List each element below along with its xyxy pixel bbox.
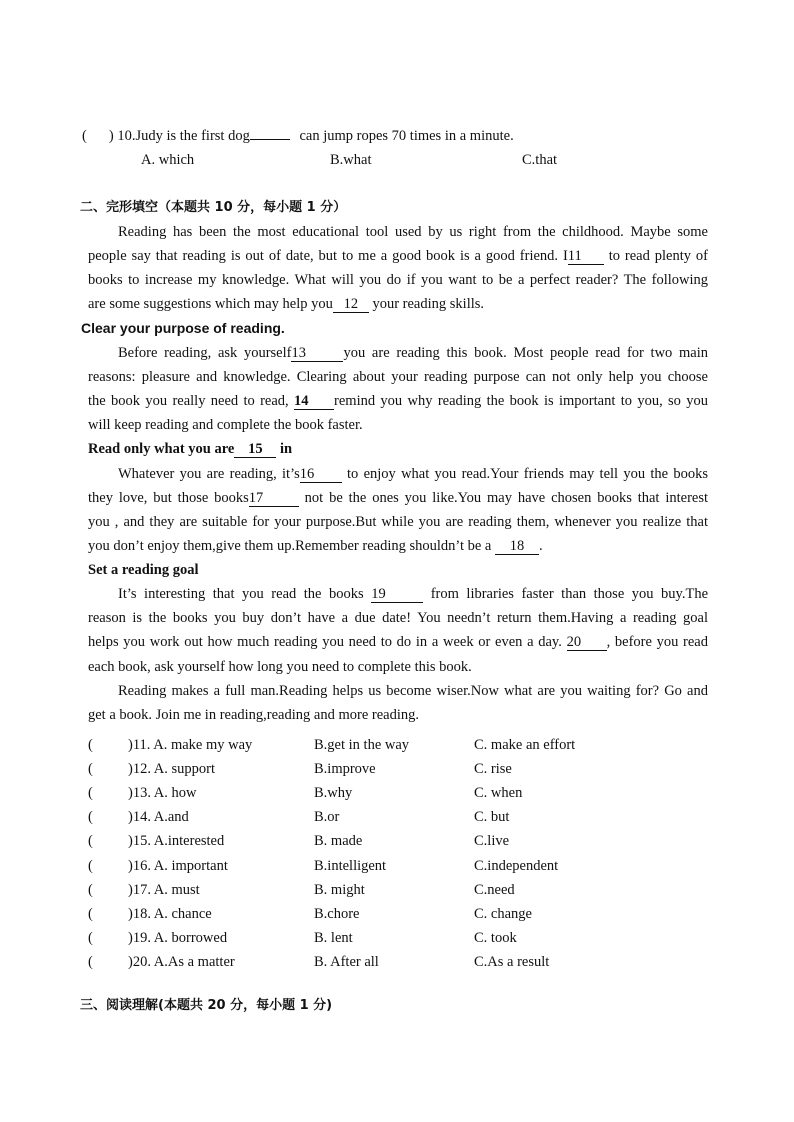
q10-option-a: A. which	[141, 152, 195, 168]
p1-line1: Reading has been the most educational tool used by us right from the childhood. Maybe some	[118, 224, 708, 240]
p2-line1-a: Before reading, ask yourself	[118, 345, 292, 361]
p1-line4	[88, 295, 484, 313]
choice-b: B.or	[314, 809, 340, 825]
choice-b: B.chore	[314, 906, 360, 922]
choice-a: )18. A. chance	[128, 906, 212, 922]
subheading-read-only-b: in	[279, 441, 293, 457]
choice-a: )12. A. support	[128, 761, 215, 777]
choice-a: )13. A. how	[128, 785, 197, 801]
blank-19: 19	[371, 587, 423, 603]
p2-line2: reasons: pleasure and knowledge. Clearing about your reading purpose can not only help you choose	[88, 369, 708, 385]
blank-18: 18	[495, 539, 539, 555]
p3-line4	[88, 537, 543, 555]
p1-line2	[88, 247, 708, 265]
p3-line4-b: .	[539, 538, 543, 554]
p3-line1-b: to enjoy what you read.Your friends may tell you the books	[347, 466, 709, 482]
q10-stem	[82, 127, 514, 145]
q10-option-c: C.that	[522, 152, 558, 168]
subheading-clear-purpose: Clear your purpose of reading.	[81, 320, 285, 336]
answer-paren: (	[88, 954, 93, 970]
p4-line4: each book, ask yourself how long you need to complete this book.	[88, 659, 472, 675]
q10-stem-a: 10.Judy is the first dog	[117, 128, 250, 144]
p1-line2-a: people say that reading is out of date, but to me a good book is a good friend. I	[88, 248, 568, 264]
section3-heading: 三、阅读理解(本题共 20 分，每小题 1 分)	[80, 998, 333, 1013]
p1-line4-a: are some suggestions which may help you	[88, 296, 333, 312]
p3-line4-a: you don’t enjoy them,give them up.Remember reading shouldn’t be a	[88, 538, 492, 554]
choice-c: C. when	[474, 785, 523, 801]
choice-c: C.live	[474, 833, 510, 849]
choice-b: B.improve	[314, 761, 376, 777]
answer-paren: (	[88, 858, 93, 874]
blank-11: 11	[568, 249, 604, 265]
choice-c: C. make an effort	[474, 737, 576, 753]
blank-13: 13	[291, 346, 343, 362]
choice-c: C. rise	[474, 761, 512, 777]
choice-b: B.intelligent	[314, 858, 387, 874]
answer-paren: (	[88, 833, 93, 849]
choice-a: )20. A.As a matter	[128, 954, 235, 970]
answer-paren: (	[88, 882, 93, 898]
p5-line1: Reading makes a full man.Reading helps us become wiser.Now what are you waiting for? Go and	[118, 683, 708, 699]
choice-a: )14. A.and	[128, 809, 189, 825]
answer-paren-open: (	[82, 128, 87, 144]
choice-b: B.why	[314, 785, 353, 801]
p3-line1-a: Whatever you are reading, it’s	[118, 466, 300, 482]
choice-c: C. took	[474, 930, 517, 946]
answer-paren: (	[88, 809, 93, 825]
p2-line3-a: the book you really need to read,	[88, 393, 289, 409]
p3-line2-b: not be the ones you like.You may have chosen books that interest	[304, 490, 708, 506]
section2-heading: 二、完形填空（本题共 10 分，每小题 1 分）	[80, 200, 347, 215]
subheading-read-only-a: Read only what you are	[88, 441, 235, 457]
p2-line1	[118, 344, 708, 362]
choice-a: )17. A. must	[128, 882, 200, 898]
p3-line2	[88, 489, 708, 507]
answer-paren: (	[88, 906, 93, 922]
choice-b: B. made	[314, 833, 363, 849]
subheading-read-only	[88, 440, 292, 458]
q10-blank	[250, 139, 290, 140]
p3-line2-a: they love, but those books	[88, 490, 249, 506]
choice-c: C. but	[474, 809, 510, 825]
blank-17: 17	[249, 491, 299, 507]
blank-12: 12	[333, 297, 369, 313]
choice-a: )11. A. make my way	[128, 737, 253, 753]
blank-20: 20	[567, 635, 607, 651]
p4-line1-b: from libraries faster than those you buy.The	[430, 586, 709, 602]
choice-a: )16. A. important	[128, 858, 228, 874]
p4-line1-a: It’s interesting that you read the books	[118, 586, 364, 602]
p1-line4-b: your reading skills.	[372, 296, 485, 312]
choice-b: B. After all	[314, 954, 379, 970]
choice-b: B. lent	[314, 930, 353, 946]
answer-paren: (	[88, 761, 93, 777]
choice-b: B. might	[314, 882, 365, 898]
p4-line3-b: , before you read	[606, 634, 708, 650]
p4-line3	[88, 633, 708, 651]
q10-stem-b: can jump ropes 70 times in a minute.	[299, 128, 514, 144]
answer-paren-close: )	[108, 128, 114, 144]
answer-paren: (	[88, 930, 93, 946]
p4-line2: reason is the books you buy don’t have a due date! You needn’t return them.Having a reading goal	[88, 610, 708, 626]
p4-line3-a: helps you work out how much reading you need to do in a week or even a day.	[88, 634, 562, 650]
q10-option-b: B.what	[330, 152, 372, 168]
p4-line1	[118, 585, 708, 603]
p2-line4: will keep reading and complete the book faster.	[88, 417, 363, 433]
blank-15: 15	[234, 442, 276, 458]
choice-c: C.As a result	[474, 954, 550, 970]
p2-line1-b: you are reading this book. Most people read for two main	[343, 345, 708, 361]
choice-a: )19. A. borrowed	[128, 930, 228, 946]
blank-14: 14	[294, 394, 334, 410]
answer-paren: (	[88, 737, 93, 753]
p2-line3	[88, 392, 708, 410]
p1-line2-b: to read plenty of	[608, 248, 709, 264]
p1-line3: books to increase my knowledge. What will you do if you want to be a perfect reader? The following	[88, 272, 708, 288]
choice-c: C. change	[474, 906, 532, 922]
subheading-set-goal: Set a reading goal	[88, 562, 199, 578]
p3-line1	[118, 465, 708, 483]
blank-16: 16	[300, 467, 342, 483]
choice-c: C.independent	[474, 858, 559, 874]
answer-paren: (	[88, 785, 93, 801]
p3-line3: you , and they are suitable for your purpose.But while you are reading them, whenever you realize that	[88, 514, 708, 530]
choice-c: C.need	[474, 882, 515, 898]
choice-a: )15. A.interested	[128, 833, 225, 849]
p2-line3-b: remind you why reading the book is important to you, so you	[334, 393, 709, 409]
p5-line2: get a book. Join me in reading,reading and more reading.	[88, 707, 419, 723]
choice-b: B.get in the way	[314, 737, 410, 753]
